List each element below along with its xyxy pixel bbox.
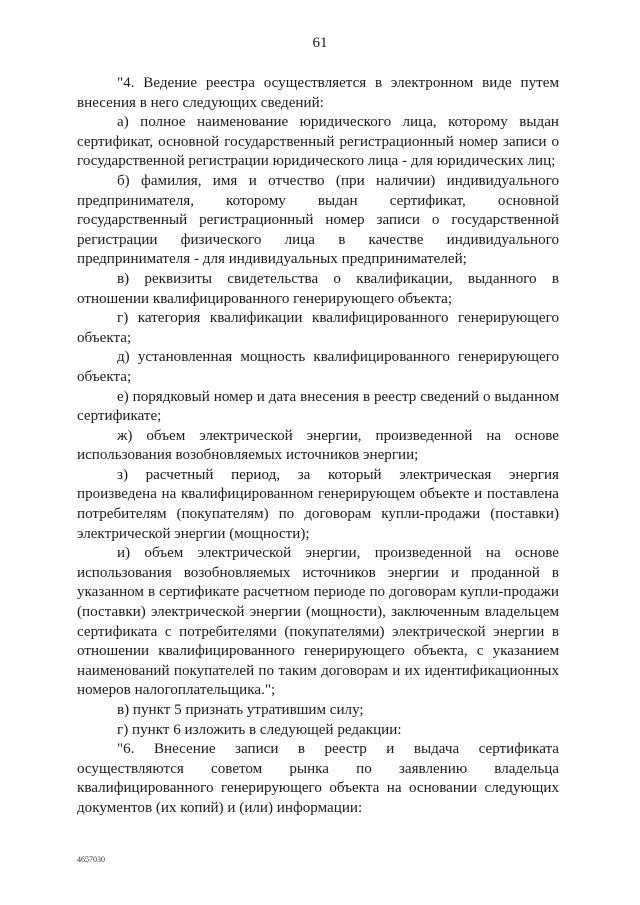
paragraph: г) пункт 6 изложить в следующей редакции: [117, 721, 402, 738]
paragraph: а) полное наименование юридического лица, которому выдан сертификат, основной государственный регистрационный номер записи о государственной регистрации юридического лица - для юридических лиц; [77, 114, 559, 170]
paragraph: и) объем электрической энергии, произведенной на основе использования возобновляемых источников энергии и проданной в указанном в сертификате расчетном периоде по договорам купли-продажи (поставки) электрической энергии (мощности), заключенным владельцем сертификата с потребителями (покупателями) электрической энергии в отношении квалифицированного генерирующего объекта, с указанием наименований покупателей по таким договорам и их идентификационных номеров налогоплательщика."; [77, 545, 559, 699]
paragraph: г) категория квалификации квалифицированного генерирующего объекта; [77, 310, 559, 346]
paragraph: б) фамилия, имя и отчество (при наличии) индивидуального предпринимателя, которому выдан сертификат, основной государственный регистрационный номер записи о государственной регистрации физического лица в качестве индивидуального предпринимателя - для индивидуальных предпринимателей; [77, 172, 559, 268]
document-body [77, 74, 559, 819]
page-number: 61 [312, 35, 328, 51]
paragraph: е) порядковый номер и дата внесения в реестр сведений о выданном сертификате; [77, 388, 559, 425]
paragraph: в) пункт 5 признать утратившим силу; [117, 702, 364, 718]
paragraph: з) расчетный период, за который электрическая энергия произведена на квалифицированном генерирующем объекте и поставлена потребителям (покупателям) по договорам купли-продажи (поставки) электрической энергии (мощности); [77, 466, 559, 542]
paragraph: в) реквизиты свидетельства о квалификации, выданного в отношении квалифицированного генерирующего объекта; [77, 270, 559, 307]
paragraph: д) установленная мощность квалифицированного генерирующего объекта; [77, 349, 559, 385]
paragraph: ж) объем электрической энергии, произведенной на основе использования возобновляемых источников энергии; [77, 427, 559, 464]
paragraph: "4. Ведение реестра осуществляется в электронном виде путем внесения в него следующих сведений: [77, 75, 559, 111]
document-code: 4657030 [77, 855, 105, 864]
paragraph: "6. Внесение записи в реестр и выдача сертификата осуществляются советом рынка по заявлению владельца квалифицированного генерирующего объекта на основании следующих документов (их копий) и (или) информации: [77, 741, 559, 816]
